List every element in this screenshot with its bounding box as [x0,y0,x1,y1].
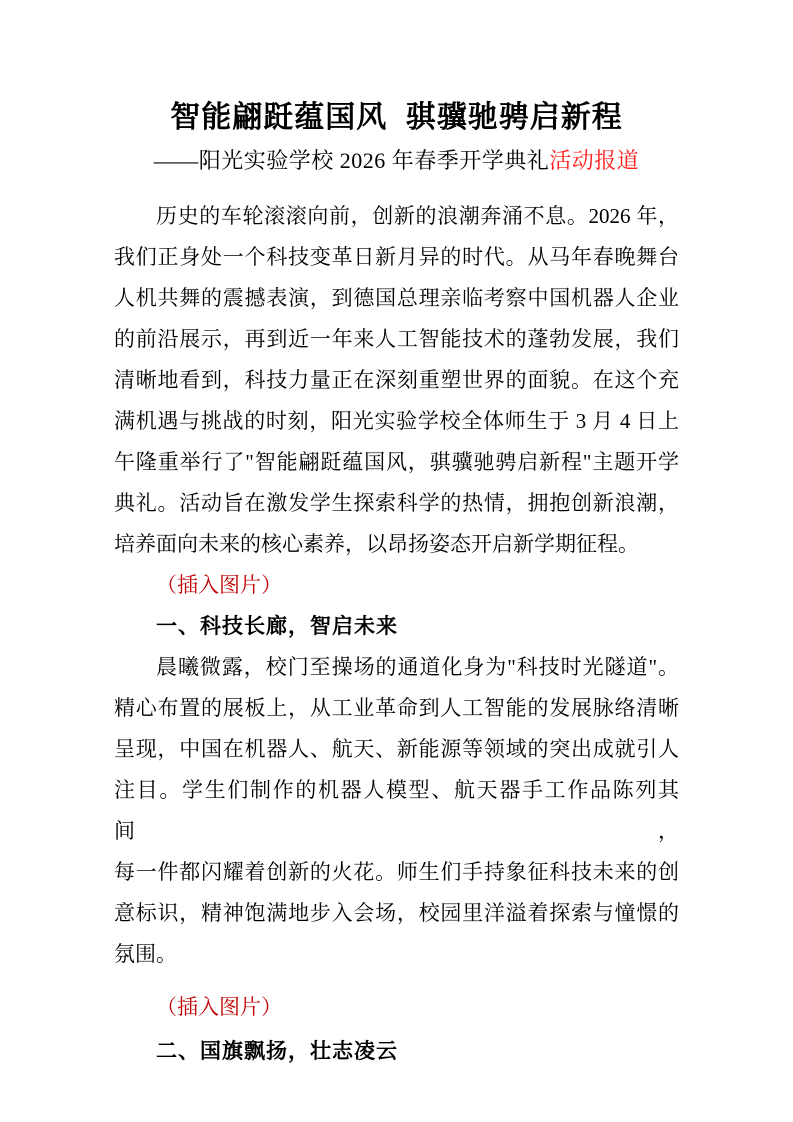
text-line: 我们正身处一个科技变革日新月异的时代。从马年春晚舞台 [114,245,679,269]
section-heading-1: 一、科技长廊，智启未来 [156,614,398,638]
text-line: 历史的车轮滚滚向前，创新的浪潮奔涌不息。2026 年， [156,204,679,228]
text-line: 呈现，中国在机器人、航天、新能源等领域的突出成就引人 [114,737,679,761]
text-line: 培养面向未来的核心素养，以昂扬姿态开启新学期征程。 [114,532,639,556]
document-content [0,96,793,1072]
text-line: 意标识，精神饱满地步入会场，校园里洋溢着探索与憧憬的 [114,901,679,925]
subtitle-highlight: 活动报道 [549,148,640,173]
paragraph-section-1 [114,647,679,975]
text-line: 人机共舞的震撼表演，到德国总理亲临考察中国机器人企业 [114,286,679,310]
text-line: 典礼。活动旨在激发学生探索科学的热情，拥抱创新浪潮， [114,491,679,515]
text-line: 晨曦微露，校门至操场的通道化身为"科技时光隧道"。 [156,655,679,679]
text-line: 午隆重举行了"智能翩跹蕴国风，骐骥驰骋启新程"主题开学 [114,450,679,474]
text-line: 每一件都闪耀着创新的火花。师生们手持象征科技未来的创 [114,860,679,884]
image-placeholder-2: （插入图片） [156,995,282,1019]
text-line: 的前沿展示，再到近一年来人工智能技术的蓬勃发展，我们 [114,327,679,351]
paragraph-intro [114,196,679,565]
text-line: 精心布置的展板上，从工业革命到人工智能的发展脉络清晰 [114,696,679,720]
section-heading-2: 二、国旗飘扬，壮志凌云 [156,1039,398,1063]
image-placeholder-1: （插入图片） [156,573,282,597]
text-line: 注目。学生们制作的机器人模型、航天器手工作品陈列其间， [114,778,679,843]
subtitle-prefix: ——阳光实验学校 2026 年春季开学典礼 [153,148,550,173]
document-title: 智能翩跹蕴国风 骐骥驰骋启新程 [170,101,623,134]
text-line: 满机遇与挑战的时刻，阳光实验学校全体师生于 3 月 4 日上 [114,409,679,433]
text-line: 清晰地看到，科技力量正在深刻重塑世界的面貌。在这个充 [114,368,679,392]
document-body [114,196,679,1072]
document-subtitle [114,142,679,180]
text-line: 氛围。 [114,942,177,966]
